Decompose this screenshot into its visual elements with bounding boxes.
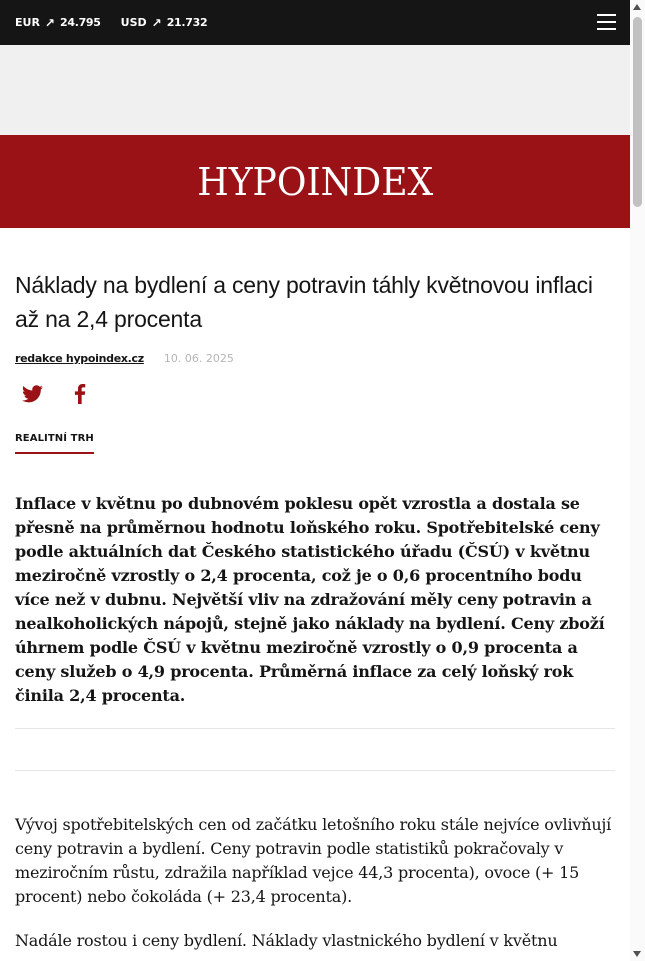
ticker-item-eur[interactable] — [15, 16, 101, 30]
page-scrollbar[interactable] — [630, 0, 645, 961]
share-bar — [15, 381, 615, 407]
article-perex: Inflace v květnu po dubnovém poklesu opět vzrostla a dostala se přesně na průměrnou hodnotu loňského roku. Spotřebitelské ceny podle aktuálních dat Českého statistického úřadu (ČSÚ) v květnu meziročně vzrostly o 2,4 procenta, což je o 0,6 procentního bodu více než v dubnu. Největší vliv na zdražování měly ceny potravin a nealkoholických nápojů, stejně jako náklady na bydlení. Ceny zboží úhrnem podle ČSÚ v květnu meziročně vzrostly o 0,9 procenta a ceny služeb o 4,9 procenta. Průměrná inflace za celý loňský rok činila 2,4 procenta. — [15, 494, 605, 705]
divider — [15, 728, 615, 729]
arrow-up-right-icon: ↗ — [44, 15, 55, 30]
article-title: Náklady na bydlení a ceny potravin táhly květnovou inflaci až na 2,4 procenta — [15, 272, 593, 332]
currency-value: 21.732 — [166, 16, 208, 29]
scroll-down-arrow-icon[interactable] — [633, 951, 641, 957]
article-meta — [15, 352, 615, 365]
article-paragraph: Nadále rostou i ceny bydlení. Náklady vlastnického bydlení v květnu — [15, 931, 558, 950]
facebook-icon[interactable] — [68, 382, 92, 406]
currency-value: 24.795 — [59, 16, 101, 29]
ticker-item-usd[interactable] — [121, 16, 208, 30]
currency-ticker — [0, 0, 630, 45]
hamburger-menu-icon[interactable] — [597, 14, 616, 30]
scrollbar-thumb[interactable] — [633, 17, 642, 207]
brand-header — [0, 135, 630, 228]
publish-date: 10. 06. 2025 — [163, 352, 234, 365]
site-logo[interactable]: HYPOINDEX — [196, 159, 434, 204]
arrow-up-right-icon: ↗ — [151, 15, 162, 30]
author-link[interactable]: redakce hypoindex.cz — [15, 352, 144, 365]
article-content — [0, 268, 630, 953]
article-paragraph: Vývoj spotřebitelských cen od začátku letošního roku stále nejvíce ovlivňují ceny potravin a bydlení. Ceny potravin podle statistiků pokračovaly v meziročním růstu, zdražila například vejce 44,3 procenta), ovoce (+ 15 procent) nebo čokoláda (+ 23,4 procenta). — [15, 815, 612, 906]
scroll-up-arrow-icon[interactable] — [633, 4, 641, 10]
ad-placeholder — [0, 45, 630, 135]
currency-code: EUR — [15, 16, 40, 29]
currency-code: USD — [120, 16, 147, 29]
category-tag[interactable]: REALITNÍ TRH — [15, 433, 94, 454]
twitter-icon[interactable] — [20, 382, 44, 406]
divider — [15, 770, 615, 771]
